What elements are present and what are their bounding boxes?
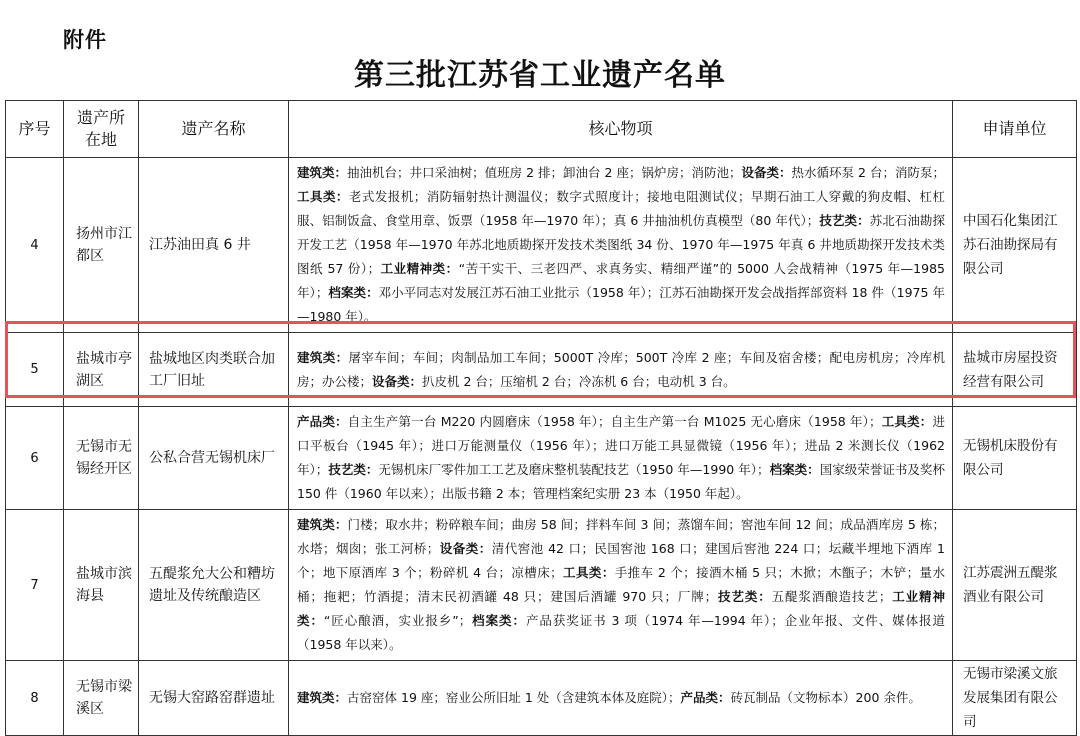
item-category-label: 建筑类： <box>297 165 348 180</box>
header-name: 遗产名称 <box>139 101 289 158</box>
table-row <box>6 407 1077 510</box>
item-category-label: 工具类： <box>562 565 615 580</box>
row-heritage-name: 公私合营无锡机床厂 <box>139 407 289 510</box>
row-heritage-name: 五醍浆允大公和糟坊遗址及传统酿造区 <box>139 510 289 661</box>
item-description: 产品获奖证书 3 项（1974 年—1994 年）；企业年报、文件、媒体报道（1958 年以来）。 <box>297 613 945 652</box>
item-category-label: 工具类： <box>297 189 349 204</box>
table-row <box>6 333 1077 407</box>
item-category-label: 工具类： <box>881 414 933 429</box>
item-category-label: 产品类： <box>297 414 348 429</box>
header-items: 核心物项 <box>289 101 953 158</box>
row-heritage-name: 江苏油田真 6 井 <box>139 158 289 333</box>
row-applicant-unit: 无锡机床股份有限公司 <box>953 407 1077 510</box>
item-description: 屠宰车间；车间；肉制品加工车间；5000T 冷库；500T 冷库 2 座；车间及宿舍楼；配电房机房；冷库机房；办公楼； <box>297 349 945 389</box>
item-description: 邓小平同志对发展江苏石油工业批示（1958 年）；江苏石油勘探开发会战指挥部资料 18 件（1975 年—1980 年）。 <box>297 285 945 324</box>
item-category-label: 技艺类： <box>819 213 870 228</box>
item-description: 进口平板台（1945 年）；进口万能测量仪（1956 年）；进口万能工具显微镜（1956 年）；进品 2 米测长仪（1962 年）； <box>297 414 945 477</box>
item-category-label: 档案类： <box>769 462 820 477</box>
row-core-items <box>289 407 953 510</box>
item-description: 扒皮机 2 台；压缩机 2 台；冷冻机 6 台；电动机 3 台。 <box>422 373 736 389</box>
item-category-label: 技艺类： <box>717 589 772 604</box>
attachment-label: 附件 <box>63 28 107 52</box>
item-category-label: 建筑类： <box>297 690 348 705</box>
row-core-items <box>289 333 953 407</box>
table-header-row <box>6 101 1077 158</box>
header-location-text: 遗产所在地 <box>76 108 125 149</box>
item-description: 热水循环泵 2 台；消防泵； <box>791 165 945 180</box>
row-seq: 6 <box>6 407 64 510</box>
row-applicant-unit: 中国石化集团江苏石油勘探局有限公司 <box>953 158 1077 333</box>
item-category-label: 设备类： <box>372 373 423 389</box>
row-seq: 4 <box>6 158 64 333</box>
row-core-items <box>289 661 953 736</box>
item-description: 苏北石油勘探开发工艺（1958 年—1970 年苏北地质勘探开发技术类图纸 34 份、1970 年—1975 年真 6 井地质勘探开发技术类图纸 57 份）； <box>297 213 945 276</box>
row-heritage-name: 盐城地区肉类联合加工厂旧址 <box>139 333 289 407</box>
row-location: 无锡市无锡经开区 <box>64 407 139 510</box>
row-seq: 5 <box>6 333 64 407</box>
table-row <box>6 158 1077 333</box>
item-description: “苦干实干、三老四严、求真务实、精细严谨”的 5000 人会战精神（1975 年—1985 年）； <box>297 261 945 300</box>
item-description: 无锡机床厂零件加工工艺及磨床整机装配技艺（1950 年—1990 年）； <box>378 462 770 477</box>
item-description: 古窑窑体 19 座；窑业公所旧址 1 处（含建筑本体及庭院）； <box>347 690 681 705</box>
item-description: 国家级荣誉证书及奖杯 150 件（1960 年以来）；出版书籍 2 本；管理档案纪实册 23 本（1950 年起）。 <box>297 462 945 501</box>
item-category-label: 工业精神类： <box>297 589 945 628</box>
row-applicant-unit: 无锡市梁溪文旅发展集团有限公司 <box>953 661 1077 736</box>
row-seq: 8 <box>6 661 64 736</box>
row-location: 盐城市亭湖区 <box>64 333 139 407</box>
row-heritage-name: 无锡大窑路窑群遗址 <box>139 661 289 736</box>
document-title: 第三批江苏省工业遗产名单 <box>354 58 726 93</box>
item-category-label: 档案类： <box>471 613 526 628</box>
item-category-label: 设备类： <box>439 541 492 556</box>
header-location <box>64 101 139 158</box>
item-description: 五醍浆酒酿造技艺； <box>771 589 892 604</box>
item-category-label: 设备类： <box>741 165 792 180</box>
item-description: 抽油机台；井口采油树；值班房 2 排；卸油台 2 座；锅炉房；消防池； <box>347 165 742 180</box>
row-location: 无锡市梁溪区 <box>64 661 139 736</box>
item-category-label: 技艺类： <box>328 462 379 477</box>
item-description: 门楼；取水井；粉碎粮车间；曲房 58 间；拌料车间 3 间；蒸馏车间；窖池车间 12 间；成品酒库房 5 栋；水塔；烟囱；张工河桥； <box>297 517 945 556</box>
item-description: “匠心酿酒，实业报乡”； <box>323 613 472 628</box>
item-description: 砖瓦制品（文物标本）200 余件。 <box>730 690 921 705</box>
table-row <box>6 661 1077 736</box>
table-row <box>6 510 1077 661</box>
heritage-table <box>5 100 1077 736</box>
item-description: 手推车 2 个；接酒木桶 5 只；木掀；木甑子；木铲；量水桶；拖耙；竹酒提；清末民初酒罐 48 只；建国后酒罐 970 只；厂牌； <box>297 565 945 604</box>
row-applicant-unit: 江苏震洲五醍浆酒业有限公司 <box>953 510 1077 661</box>
item-category-label: 产品类： <box>680 690 731 705</box>
item-category-label: 档案类： <box>328 285 379 300</box>
item-description: 自主生产第一台 M220 内圆磨床（1958 年）；自主生产第一台 M1025 无心磨床（1958 年）； <box>347 414 882 429</box>
row-core-items <box>289 510 953 661</box>
header-seq: 序号 <box>6 101 64 158</box>
header-unit: 申请单位 <box>953 101 1077 158</box>
item-description: 清代窖池 42 口；民国窖池 168 口；建国后窖池 224 口；坛藏半埋地下酒库 1 个；地下原酒库 3 个；粉碎机 4 台；凉槽床； <box>297 541 945 580</box>
row-location: 盐城市滨海县 <box>64 510 139 661</box>
row-applicant-unit: 盐城市房屋投资经营有限公司 <box>953 333 1077 407</box>
row-location: 扬州市江都区 <box>64 158 139 333</box>
row-core-items <box>289 158 953 333</box>
row-seq: 7 <box>6 510 64 661</box>
item-category-label: 建筑类： <box>297 349 349 365</box>
item-category-label: 建筑类： <box>297 517 348 532</box>
item-category-label: 工业精神类： <box>380 261 459 276</box>
item-description: 老式发报机；消防辐射热计测温仪；数字式照度计；接地电阻测试仪；早期石油工人穿戴的狗皮帽、杠杠服、铝制饭盒、食堂用章、饭票（1958 年—1970 年）；真 6 井抽油机仿真模型（80 年代）； <box>297 189 945 228</box>
